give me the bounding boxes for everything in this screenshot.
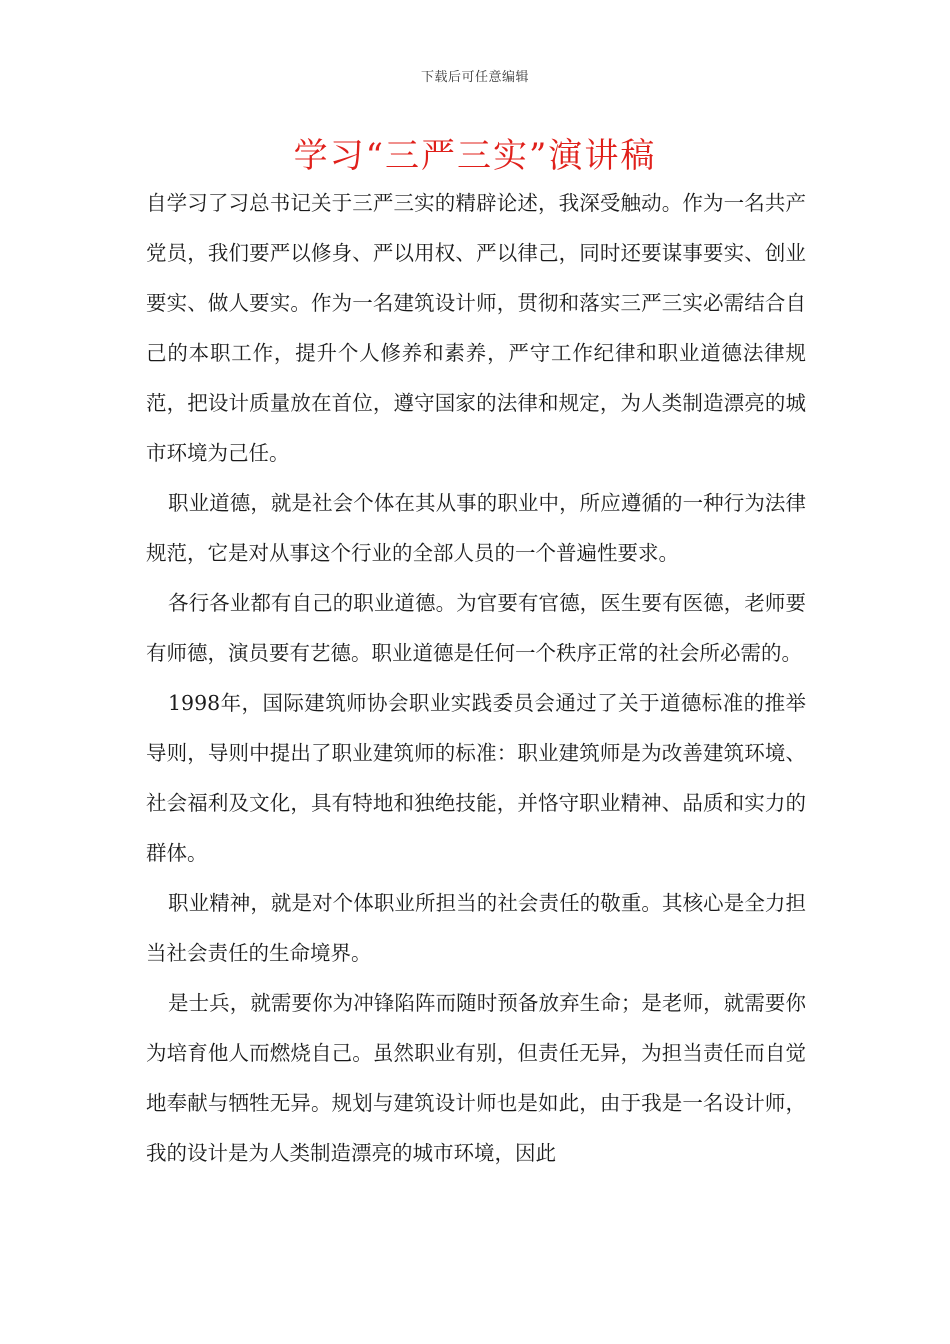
paragraph-4: 1998年，国际建筑师协会职业实践委员会通过了关于道德标准的推举导则，导则中提出了职业建筑师的标准：职业建筑师是为改善建筑环境、社会福利及文化，具有特地和独绝技能，并恪守职业精神、品质和实力的群体。	[146, 691, 806, 865]
paragraph-1: 自学习了习总书记关于三严三实的精辟论述，我深受触动。作为一名共产党员，我们要严以修身、严以用权、严以律己，同时还要谋事要实、创业要实、做人要实。作为一名建筑设计师，贯彻和落实三严三实必需结合自己的本职工作，提升个人修养和素养，严守工作纪律和职业道德法律规范，把设计质量放在首位，遵守国家的法律和规定，为人类制造漂亮的城市环境为己任。	[146, 191, 806, 465]
paragraph-6: 是士兵，就需要你为冲锋陷阵而随时预备放弃生命；是老师，就需要你为培育他人而燃烧自己。虽然职业有别，但责任无异，为担当责任而自觉地奉献与牺牲无异。规划与建筑设计师也是如此，由于我是一名设计师，我的设计是为人类制造漂亮的城市环境，因此	[146, 991, 806, 1165]
document-body	[146, 178, 806, 1178]
paragraph-5: 职业精神，就是对个体职业所担当的社会责任的敬重。其核心是全力担当社会责任的生命境界。	[146, 891, 806, 965]
document-title: 学习“三严三实”演讲稿	[293, 136, 657, 176]
paragraph-3: 各行各业都有自己的职业道德。为官要有官德，医生要有医德，老师要有师德，演员要有艺德。职业道德是任何一个秩序正常的社会所必需的。	[146, 591, 806, 665]
paragraph-2: 职业道德，就是社会个体在其从事的职业中，所应遵循的一种行为法律规范，它是对从事这个行业的全部人员的一个普遍性要求。	[146, 491, 806, 565]
header-note: 下载后可任意编辑	[420, 70, 529, 85]
